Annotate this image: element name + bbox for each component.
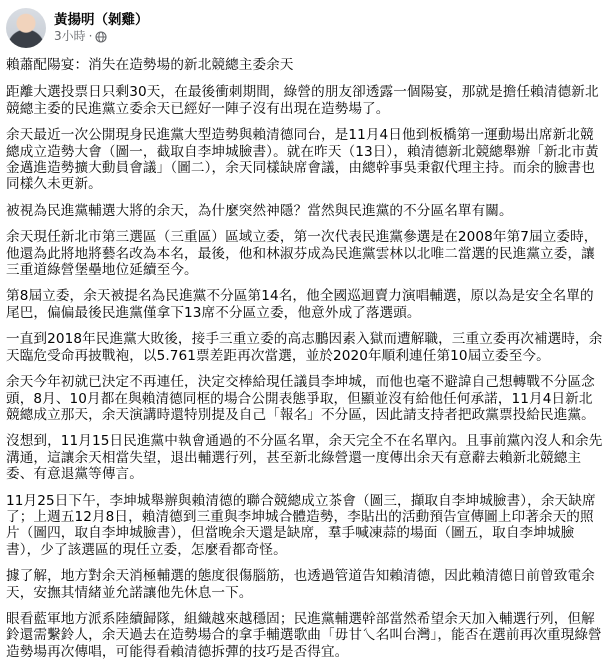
post-title: 賴蕭配陽宴：消失在造勢場的新北競總主委余天 [6, 57, 294, 73]
post-paragraph: 被視為民進黨輔選大將的余天，為什麼突然神隱？當然與民進黨的不分區名單有關。 [6, 202, 513, 219]
post-paragraph: 一直到2018年民進黨大敗後，接手三重立委的高志鵬因素入獄而遭解職，三重立委再次補選時，余天臨危受命再披戰袍，以5.761票差距再次當選，並於2020年順利連任第10屆立委至今。 [6, 331, 603, 364]
post-paragraph: 沒想到，11月15日民進黨中執會通過的不分區名單，余天完全不在名單內。且事前黨內沒人和余先溝通，這讓余天相當失望，退出輔選行列，甚至新北綠營還一度傳出余天有意辭去賴新北競總主委、有意退黨等傳言。 [6, 433, 603, 483]
post-paragraph: 距離大選投票日只剩30天，在最後衝刺期間，綠營的朋友卻透露一個陽宴，那就是擔任賴清德新北競總主委的民進黨立委余天已經好一陣子沒有出現在造勢場了。 [6, 84, 599, 117]
post-header [6, 8, 605, 48]
post-paragraph: 眼看藍軍地方派系陸續歸隊，組織越來越穩固；民進黨輔選幹部當然希望余天加入輔選行列，但解鈴還需繫鈴人，余天過去在造勢場合的拿手輔選歌曲「毋甘乀名叫台灣」，能否在選前再次重現綠營造勢場再次傳唱，可能得看賴清德拆彈的技巧是否得宜。 [6, 610, 602, 660]
post-meta [54, 12, 149, 44]
post-paragraph: 余天今年初就已決定不再連任，決定交棒給現任議員李坤城，而他也毫不避諱自己想轉戰不分區念頭，8月、10月都在與賴清德同框的場合公開表態爭取，但顯並沒有給他任何承諾，11月4日新北競總成立那天，余天演講時還特別提及自己「報名」不分區，因此請支持者把政黨票投給民進黨。 [6, 374, 595, 423]
post-paragraph: 余天最近一次公開現身民進黨大型造勢與賴清德同台，是11月4日他到板橋第一運動場出席新北競總成立造勢大會（圖一，截取自李坤城臉書）。就在昨天（13日），賴清德新北競總舉辦「新北市黃金邁進造勢擴大動員會議」（圖二），余天同樣缺席會議，由總幹事吳秉叡代理主持。而余的臉書也同樣久未更新。 [6, 127, 599, 193]
globe-icon[interactable] [95, 31, 107, 43]
author-avatar[interactable] [6, 8, 46, 48]
author-name[interactable]: 黃揚明（剝雞） [54, 12, 149, 28]
post-paragraph: 11月25日下午，李坤城舉辦與賴清德的聯合競總成立茶會（圖三，擷取自李坤城臉書），余天缺席了；上週五12月8日，賴清德到三重與李坤城合體造勢，李貼出的活動預告宣傳圖上印著余天的照片（圖四，取自李坤城臉書），但當晚余天還是缺席，羣手喊凍蒜的場面（圖五，取自李坤城臉書），少了該選區的現任立委，怎麼看都奇怪。 [6, 492, 596, 558]
post-body [6, 57, 605, 660]
post-subline [54, 29, 149, 44]
post-paragraph: 據了解，地方對余天消極輔選的態度很傷腦筋，也透過管道告知賴清德，因此賴清德日前曾致電余天，安撫其情緒並允諾讓他先休息一下。 [6, 568, 595, 601]
meta-separator: · [88, 29, 93, 43]
post-time[interactable]: 3小時 [54, 29, 86, 43]
post-paragraph: 余天現任新北市第三選區（三重區）區域立委，第一次代表民進黨參選是在2008年第7屆立委時，他還為此將地將藝名改為本名，最後，他和林淑芬成為民進黨雲林以北唯二當選的民進黨立委，讓三重道綠營堡壘地位延續至今。 [6, 229, 598, 279]
post-paragraph: 第8屆立委，余天被提名為民進黨不分區第14名，他全國巡迴賣力演唱輔選，原以為是安全名單的尾巴，偏偏最後民進黨僅拿下13席不分區立委，他意外成了落選頭。 [6, 288, 594, 321]
